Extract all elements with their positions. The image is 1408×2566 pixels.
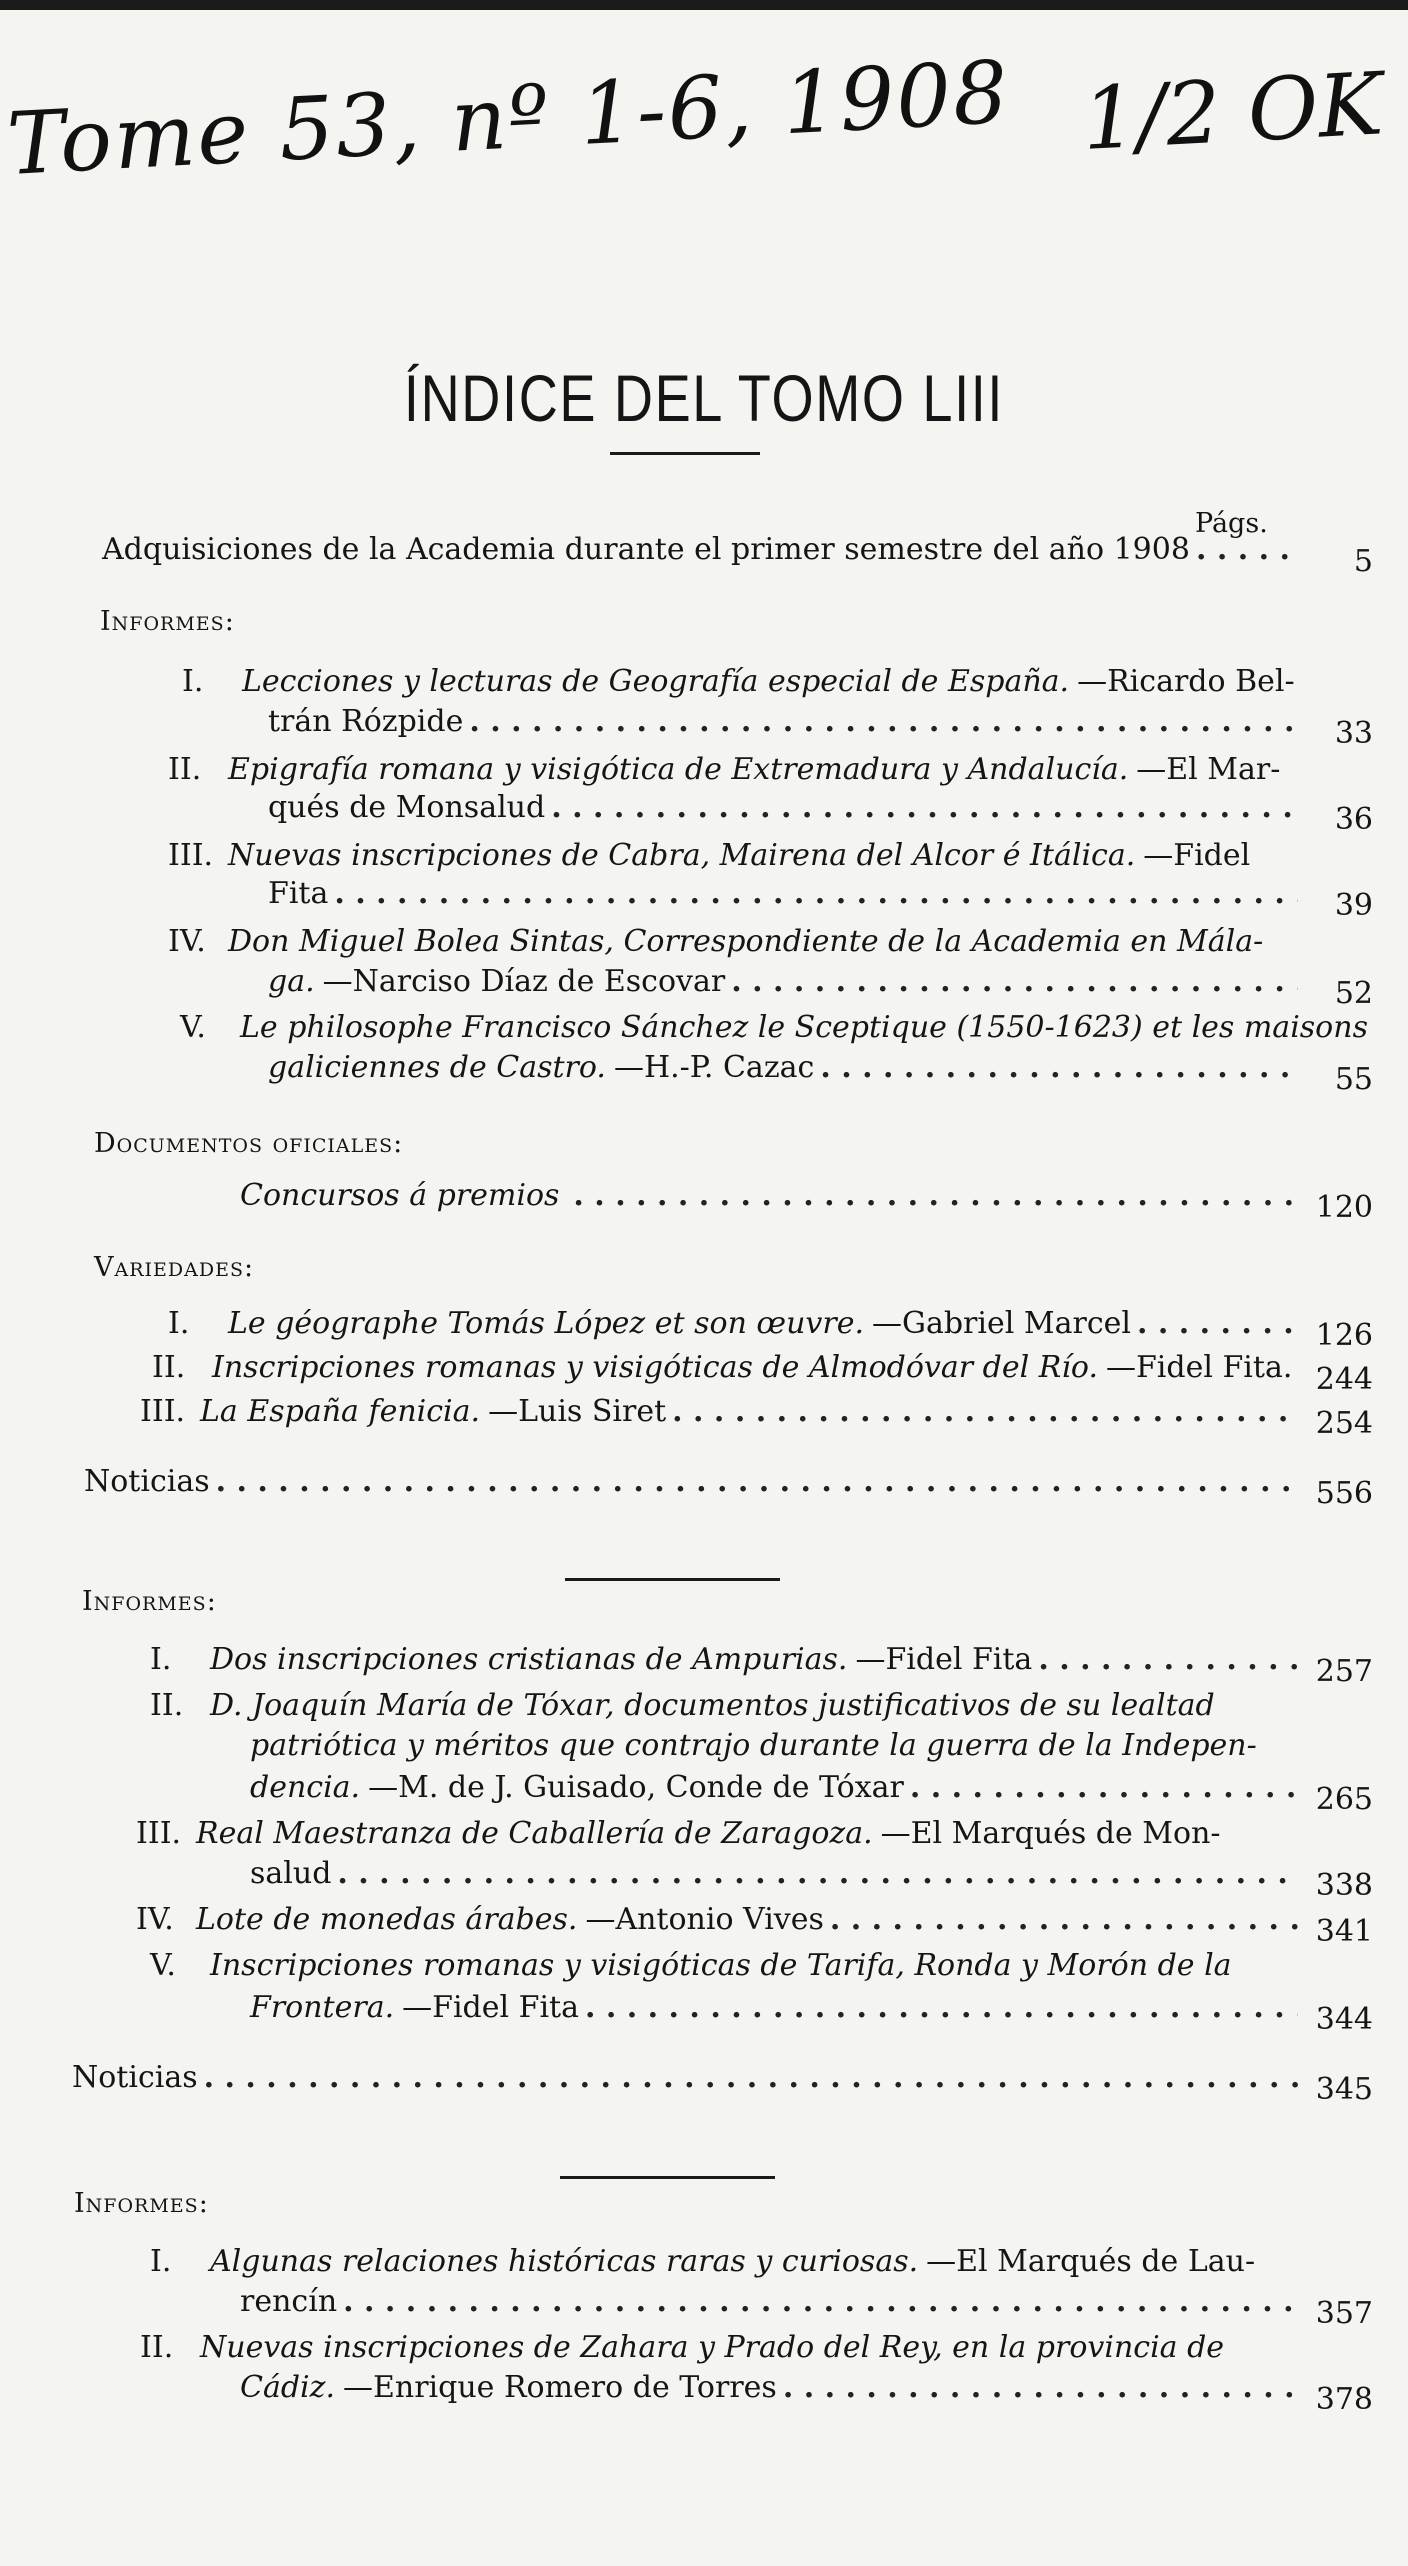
entry-numeral: III.: [140, 1394, 186, 1429]
entry-author: Fita: [268, 876, 329, 911]
page-number: 341: [1315, 1914, 1373, 1949]
entry-title: La España fenicia.: [200, 1394, 481, 1429]
entry-numeral: I.: [168, 1306, 190, 1341]
dot-leader: [830, 1902, 1298, 1937]
page-number: 52: [1334, 976, 1373, 1011]
entry-author: —M. de J. Guisado, Conde de Tóxar: [368, 1770, 904, 1805]
entry-title: Dos inscripciones cristianas de Ampurias.: [210, 1642, 848, 1677]
entry-numeral: III.: [136, 1816, 182, 1851]
dot-leader: [820, 1050, 1298, 1085]
entry-title: Don Miguel Bolea Sintas, Correspondiente de la Academia en Mála-: [228, 924, 1264, 959]
entry-author: —Fidel Fita: [402, 1990, 579, 2025]
page-number: 257: [1315, 1654, 1373, 1689]
page-number: 378: [1315, 2382, 1373, 2417]
toc-entry: [182, 664, 1298, 708]
entry-title: Le géographe Tomás López et son œuvre.: [228, 1306, 864, 1341]
entry-author: —H.-P. Cazac: [613, 1050, 815, 1085]
page-number: 126: [1315, 1318, 1373, 1353]
dot-leader: [1137, 1306, 1298, 1341]
entry-numeral: I.: [150, 2244, 172, 2279]
entry-author: —El Marqués de Mon-: [880, 1816, 1221, 1851]
toc-entry: [72, 2060, 1373, 2107]
entry-title: Frontera.: [250, 1990, 395, 2025]
toc-entry-continuation: [250, 1990, 1373, 2037]
entry-author: salud: [250, 1856, 332, 1891]
page-number: 244: [1315, 1362, 1373, 1397]
title-rule: [610, 452, 760, 455]
entry-text: Noticias: [72, 2060, 198, 2095]
page-number: 120: [1315, 1190, 1373, 1225]
entry-title: Real Maestranza de Caballería de Zaragoza.: [196, 1816, 873, 1851]
dot-leader: [337, 1856, 1298, 1891]
section-heading: Informes:: [100, 606, 235, 637]
toc-entry: [180, 1010, 1368, 1054]
dot-leader: [573, 1178, 1298, 1213]
entry-author: —Fidel Fita.: [1105, 1350, 1293, 1385]
section-heading: Informes:: [74, 2188, 209, 2219]
entry-title: Lote de monedas árabes.: [196, 1902, 578, 1937]
entry-author: —Enrique Romero de Torres: [342, 2370, 777, 2405]
toc-entry: [168, 924, 1298, 968]
page-number: 36: [1334, 802, 1373, 837]
toc-entry: [152, 1350, 1373, 1397]
dot-leader: [216, 1464, 1298, 1499]
entry-numeral: II.: [150, 1688, 184, 1723]
toc-entry-continuation: [268, 704, 1373, 751]
entry-author: qués de Monsalud: [268, 790, 546, 825]
toc-entry: [136, 1902, 1373, 1949]
entry-title: dencia.: [250, 1770, 361, 1805]
section-heading: Documentos oficiales:: [94, 1128, 404, 1159]
entry-author: —Narciso Díaz de Escovar: [322, 964, 726, 999]
pags-label: Págs.: [1195, 508, 1268, 539]
entry-title: patriótica y méritos que contrajo durante la guerra de la Indepen-: [250, 1728, 1257, 1763]
handwritten-volume-note: Tome 53, nº 1-6, 1908: [4, 42, 1013, 195]
page-number: 556: [1315, 1476, 1373, 1511]
section-heading: Informes:: [82, 1586, 217, 1617]
toc-entry-continuation: [240, 2370, 1373, 2417]
toc-entry-continuation: [268, 790, 1373, 837]
page-number: 357: [1315, 2296, 1373, 2331]
entry-title: Algunas relaciones históricas raras y curiosas.: [210, 2244, 919, 2279]
toc-entry-continuation: [250, 1728, 1298, 1772]
page-number: 345: [1315, 2072, 1373, 2107]
entry-author: —Fidel Fita: [855, 1642, 1033, 1677]
entry-title: ga.: [268, 964, 315, 999]
toc-entry: [150, 1642, 1373, 1689]
entry-author: trán Rózpide: [268, 704, 464, 739]
section-rule: [560, 2176, 775, 2179]
entry-author: —Fidel: [1143, 838, 1251, 873]
entry-title: D. Joaquín María de Tóxar, documentos justificativos de su lealtad: [210, 1688, 1215, 1723]
dot-leader: [1038, 1642, 1298, 1677]
toc-entry: [150, 1688, 1298, 1732]
dot-leader: [585, 1990, 1298, 2025]
entry-title: Inscripciones romanas y visigóticas de Almodóvar del Río.: [212, 1350, 1098, 1385]
dot-leader: [1196, 532, 1298, 567]
page-number: 265: [1315, 1782, 1373, 1817]
page-number: 338: [1315, 1868, 1373, 1903]
entry-text: Adquisiciones de la Academia durante el primer semestre del año 1908: [102, 532, 1190, 567]
entry-title: Epigrafía romana y visigótica de Extremadura y Andalucía.: [228, 752, 1129, 787]
toc-entry-continuation: [268, 876, 1373, 923]
toc-entry: [150, 2244, 1298, 2288]
entry-author: —Antonio Vives: [585, 1902, 824, 1937]
page-number: 5: [1353, 544, 1373, 579]
entry-title: Nuevas inscripciones de Cabra, Mairena del Alcor é Itálica.: [228, 838, 1136, 873]
entry-title: Le philosophe Francisco Sánchez le Sceptique (1550-1623) et les maisons: [240, 1010, 1368, 1045]
dot-leader: [551, 790, 1298, 825]
entry-author: —Ricardo Bel-: [1077, 664, 1295, 699]
page-number: 254: [1315, 1406, 1373, 1441]
section-rule: [565, 1578, 780, 1581]
entry-title: Lecciones y lecturas de Geografía especial de España.: [242, 664, 1070, 699]
entry-title: Cádiz.: [240, 2370, 335, 2405]
dot-leader: [204, 2060, 1298, 2095]
toc-entry: [168, 1306, 1373, 1353]
toc-entry-continuation: [250, 1856, 1373, 1903]
toc-entry-continuation: [268, 964, 1373, 1011]
entry-author: —Gabriel Marcel: [872, 1306, 1131, 1341]
toc-entry: [240, 1178, 1373, 1225]
entry-title: Concursos á premios: [240, 1178, 560, 1213]
toc-entry: [102, 532, 1373, 579]
scan-top-edge: [0, 0, 1408, 10]
toc-entry: [140, 1394, 1373, 1441]
entry-numeral: IV.: [136, 1902, 174, 1937]
dot-leader: [783, 2370, 1298, 2405]
entry-numeral: V.: [180, 1010, 206, 1045]
page-number: 55: [1334, 1062, 1373, 1097]
entry-author: rencín: [240, 2284, 338, 2319]
entry-author: —El Marqués de Lau-: [926, 2244, 1256, 2279]
entry-numeral: V.: [150, 1948, 176, 1983]
toc-entry-continuation: [240, 2284, 1373, 2331]
toc-entry: [84, 1464, 1373, 1511]
entry-numeral: II.: [152, 1350, 186, 1385]
entry-numeral: III.: [168, 838, 214, 873]
page-number: 344: [1315, 2002, 1373, 2037]
dot-leader: [910, 1770, 1298, 1805]
toc-entry: [140, 2330, 1298, 2374]
dot-leader: [672, 1394, 1298, 1429]
toc-entry: [150, 1948, 1298, 1992]
page-number: 39: [1334, 888, 1373, 923]
entry-numeral: II.: [140, 2330, 174, 2365]
section-heading: Variedades:: [94, 1252, 255, 1283]
entry-title: galiciennes de Castro.: [268, 1050, 606, 1085]
handwritten-check-note: 1/2 OK: [1079, 54, 1386, 170]
toc-entry: [136, 1816, 1298, 1860]
entry-title: Inscripciones romanas y visigóticas de Tarifa, Ronda y Morón de la: [210, 1948, 1232, 1983]
entry-title: Nuevas inscripciones de Zahara y Prado del Rey, en la provincia de: [200, 2330, 1225, 2365]
page-number: 33: [1334, 716, 1373, 751]
entry-numeral: I.: [150, 1642, 172, 1677]
entry-author: —Luis Siret: [488, 1394, 667, 1429]
toc-entry-continuation: [250, 1770, 1373, 1817]
page-title: ÍNDICE DEL TOMO LIII: [403, 361, 1005, 435]
entry-numeral: II.: [168, 752, 202, 787]
entry-author: —El Mar-: [1136, 752, 1281, 787]
toc-entry-continuation: [268, 1050, 1373, 1097]
dot-leader: [343, 2284, 1298, 2319]
entry-text: Noticias: [84, 1464, 210, 1499]
dot-leader: [469, 704, 1298, 739]
entry-numeral: IV.: [168, 924, 206, 959]
dot-leader: [731, 964, 1298, 999]
dot-leader: [334, 876, 1298, 911]
entry-numeral: I.: [182, 664, 204, 699]
